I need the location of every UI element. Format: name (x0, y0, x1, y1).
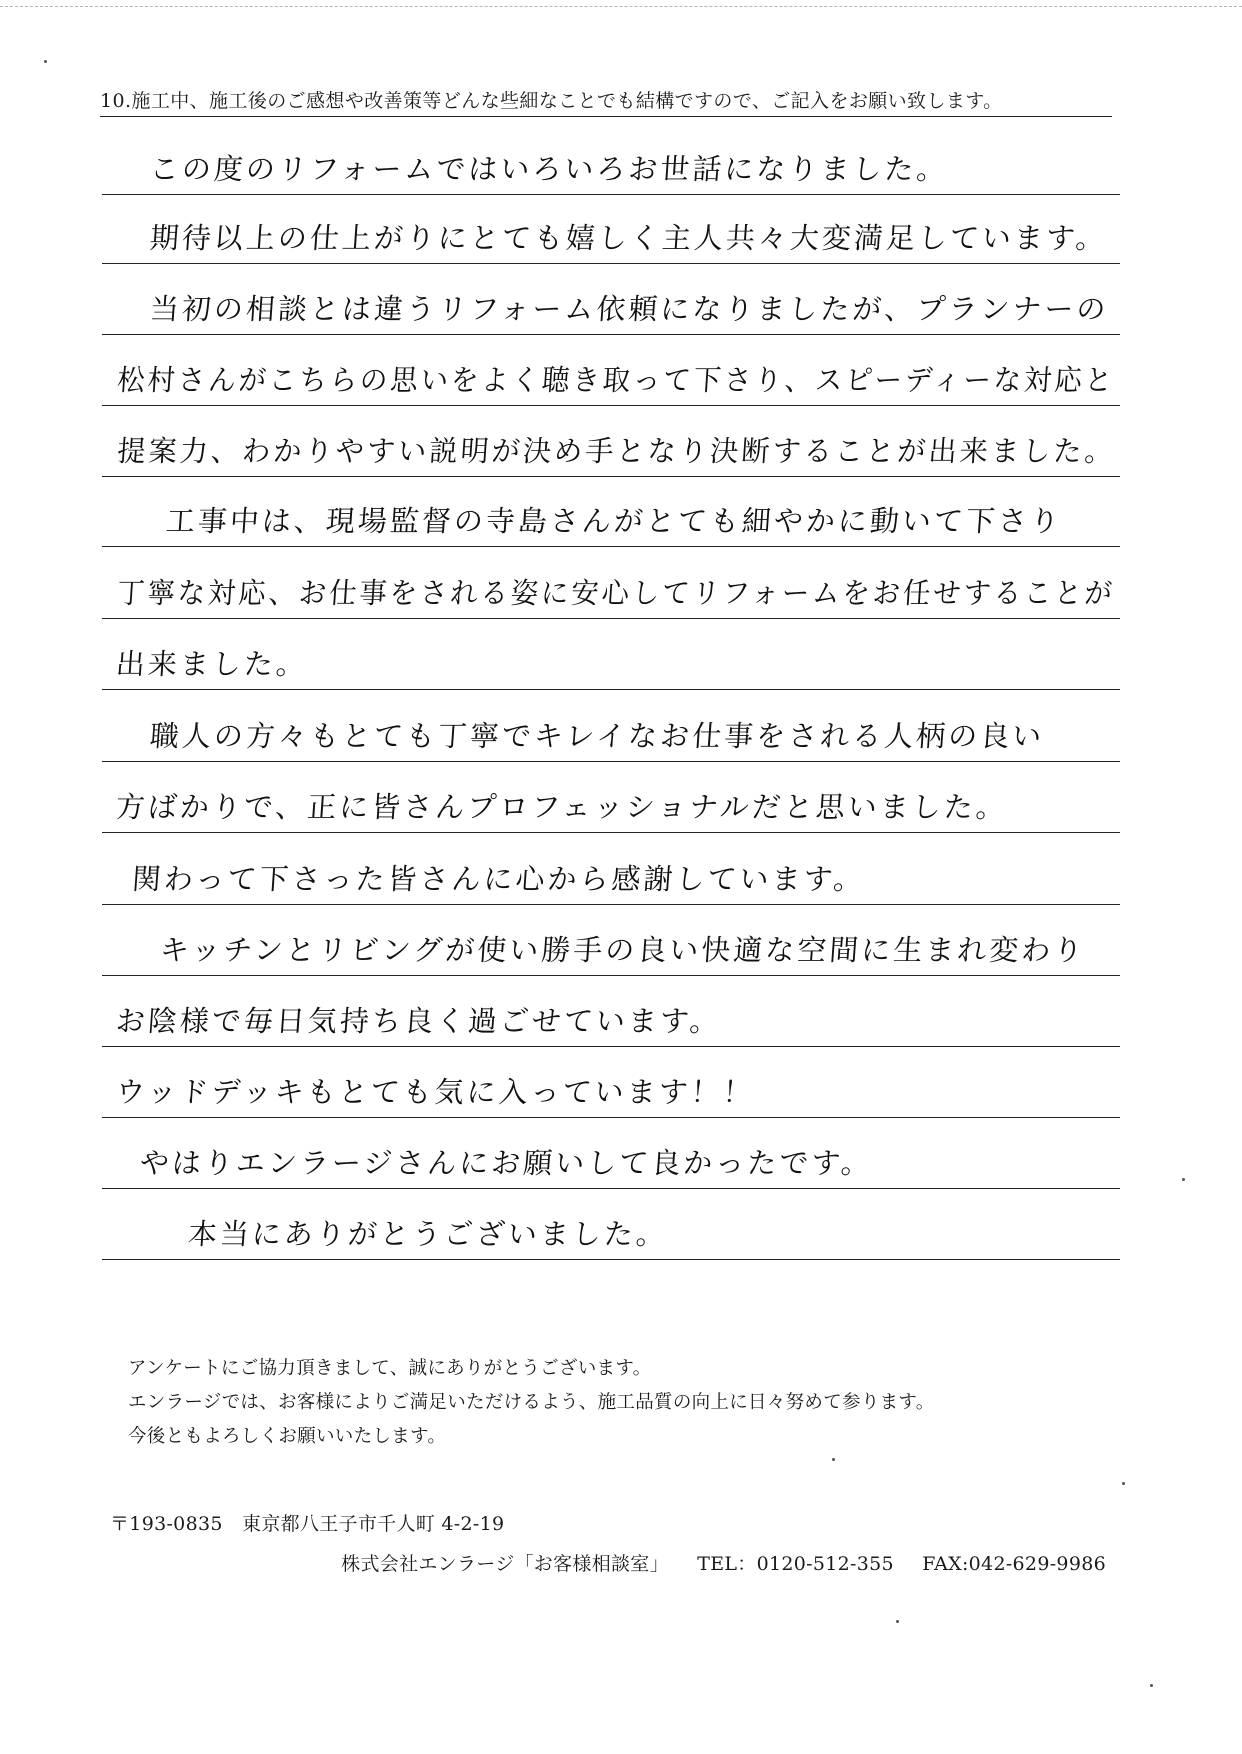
answer-line-text: 期待以上の仕上がりにとても嬉しく主人共々大変満足しています。 (148, 221, 1109, 255)
answer-line-text: 本当にありがとうございました。 (186, 1217, 670, 1251)
closing-line: 今後ともよろしくお願いいたします。 (128, 1426, 447, 1447)
answer-line (102, 631, 1120, 690)
answer-line (102, 347, 1120, 406)
scan-speck (1150, 1684, 1153, 1687)
footer-tel: TEL：0120-512-355 (697, 1553, 894, 1575)
scan-speck (44, 60, 47, 63)
answer-line-text: お陰様で毎日気持ち良く過ごせています。 (114, 1004, 723, 1038)
answer-line (102, 136, 1120, 195)
answer-line (102, 703, 1120, 762)
closing-message (128, 1352, 935, 1454)
answer-line (102, 988, 1120, 1047)
answer-line (102, 276, 1120, 335)
answer-line (102, 1059, 1120, 1118)
footer-fax: FAX:042-629-9986 (922, 1553, 1106, 1575)
closing-line: アンケートにご協力頂きまして、誠にありがとうございます。 (128, 1358, 652, 1379)
answer-line-text: やはりエンラージさんにお願いして良かったです。 (138, 1146, 875, 1180)
survey-question: 10.施工中、施工後のご感想や改善策等どんな些細なことでも結構ですので、ご記入をお願い致します。 (100, 86, 1112, 117)
answer-line-text: 当初の相談とは違うリフォーム依頼になりましたが、プランナーの (148, 292, 1110, 326)
footer-address: 〒193-0835 東京都八王子市千人町 4-2-19 (110, 1513, 505, 1535)
answer-line-text: 松村さんがこちらの思いをよく聴き取って下さり、スピーディーな対応と (116, 363, 1117, 397)
footer-company: 株式会社エンラージ「お客様相談室」 (341, 1553, 669, 1575)
answer-line-text: ウッドデッキもとても気に入っています！！ (114, 1075, 756, 1109)
scan-speck (1182, 1178, 1185, 1181)
answer-line-text: 職人の方々もとても丁寧でキレイなお仕事をされる人柄の良い (148, 719, 1046, 753)
answer-line-text: この度のリフォームではいろいろお世話になりました。 (148, 152, 950, 186)
answer-line-text: 丁寧な対応、お仕事をされる姿に安心してリフォームをお任せすることが (116, 576, 1116, 610)
scan-speck (896, 1620, 899, 1623)
answer-line-text: キッチンとリビングが使い勝手の良い快適な空間に生まれ変わり (158, 933, 1087, 967)
answer-line (102, 488, 1120, 547)
answer-line (102, 1130, 1120, 1189)
answer-line (102, 1201, 1120, 1260)
answer-line (102, 560, 1120, 619)
answer-line (102, 846, 1120, 905)
closing-line: エンラージでは、お客様によりご満足いただけるよう、施工品質の向上に日々努めて参ります。 (128, 1392, 935, 1413)
answer-line (102, 418, 1120, 477)
answer-line-text: 方ばかりで、正に皆さんプロフェッショナルだと思いました。 (114, 790, 1010, 824)
answer-line-text: 工事中は、現場監督の寺島さんがとても細やかに動いて下さり (164, 504, 1064, 538)
answer-line (102, 205, 1120, 264)
answer-line (102, 774, 1120, 833)
footer-contact (341, 1549, 1106, 1576)
answer-line-text: 出来ました。 (114, 647, 310, 681)
answer-line-text: 提案力、わかりやすい説明が決め手となり決断することが出来ました。 (116, 434, 1117, 468)
answer-line-text: 関わって下さった皆さんに心から感謝しています。 (130, 862, 867, 896)
scan-speck (1122, 1482, 1125, 1485)
scan-speck (832, 1458, 835, 1461)
answer-line (102, 917, 1120, 976)
